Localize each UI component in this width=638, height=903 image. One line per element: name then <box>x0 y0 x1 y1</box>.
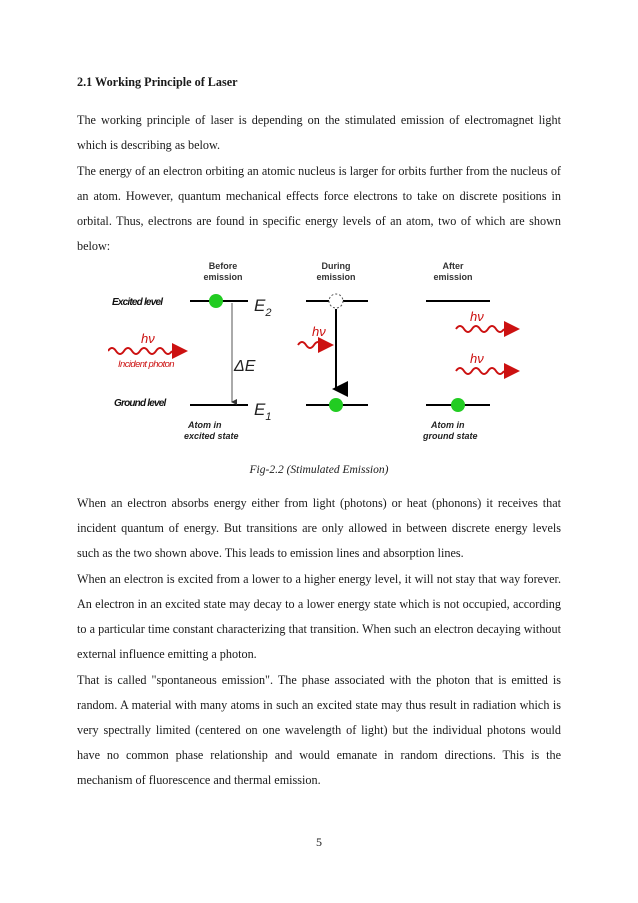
after-electron <box>451 398 465 412</box>
ground-level-label: Ground level <box>114 398 166 409</box>
atom-excited-label-line2: excited state <box>184 431 239 441</box>
incident-photon-symbol: hν <box>141 331 155 346</box>
incident-photon-label: Incident photon <box>118 359 174 370</box>
during-label-line1: During <box>321 261 351 271</box>
during-photon-symbol: hν <box>312 324 326 339</box>
atom-ground-label-line1: Atom in <box>431 420 465 430</box>
before-label-line1: Before <box>208 261 238 271</box>
after-photon2-symbol: hν <box>470 351 484 366</box>
paragraph-spontaneous-emission: That is called "spontaneous emission". The phase associated with the photon that is emitted is random. A material with many atoms in such an excited state may thus result in radiation which is very spectrally limited (centered on one wavelength of light) but the individual photons would have no common phase relationship and would emanate in random directions. This is the mechanism of fluorescence and thermal emission. <box>77 673 561 787</box>
after-photon1-wave <box>456 326 504 332</box>
atom-excited-label-line1: Atom in <box>188 420 222 430</box>
excited-level-label: Excited level <box>112 297 163 308</box>
after-photon2-wave <box>456 368 504 374</box>
e1-label: $E_1$ <box>254 400 272 423</box>
e2-label: $E_2$ <box>254 296 272 319</box>
atom-ground-label-line2: ground state <box>423 431 478 441</box>
during-empty-state <box>329 294 343 308</box>
paragraph-intro: The working principle of laser is depending on the stimulated emission of electromagnet light which is describing as below. <box>77 113 561 152</box>
section-heading: 2.1 Working Principle of Laser <box>77 75 238 89</box>
after-photon1-symbol: hν <box>470 309 484 324</box>
during-label-line2: emission <box>316 272 356 282</box>
before-label-line2: emission <box>203 272 243 282</box>
after-label-line2: emission <box>433 272 473 282</box>
paragraph-energy-levels: The energy of an electron orbiting an atomic nucleus is larger for orbits further from the nucleus of an atom. However, quantum mechanical effects force electrons to take on discrete positions in orbital. Thus, electrons are found in specific energy levels of an atom, two of which are shown below: <box>77 164 561 253</box>
paragraph-decay: When an electron is excited from a lower to a higher energy level, it will not stay that way forever. An electron in an excited state may decay to a lower energy state which is not occupied, according to a particular time constant characterizing that transition. When such an electron decaying without external influence emitting a photon. <box>77 572 561 661</box>
page-number: 5 <box>316 835 322 849</box>
during-photon-wave <box>298 342 322 348</box>
stimulated-emission-figure <box>108 259 528 451</box>
during-electron <box>329 398 343 412</box>
after-label-line1: After <box>442 261 464 271</box>
delta-e-label: ΔE <box>234 358 256 375</box>
figure-caption: Fig-2.2 (Stimulated Emission) <box>249 464 389 476</box>
paragraph-absorption: When an electron absorbs energy either from light (photons) or heat (phonons) it receives that incident quantum of energy. But transitions are only allowed in between discrete energy levels such as the two shown above. This leads to emission lines and absorption lines. <box>77 496 561 560</box>
incident-photon-wave <box>108 348 172 354</box>
before-electron <box>209 294 223 308</box>
